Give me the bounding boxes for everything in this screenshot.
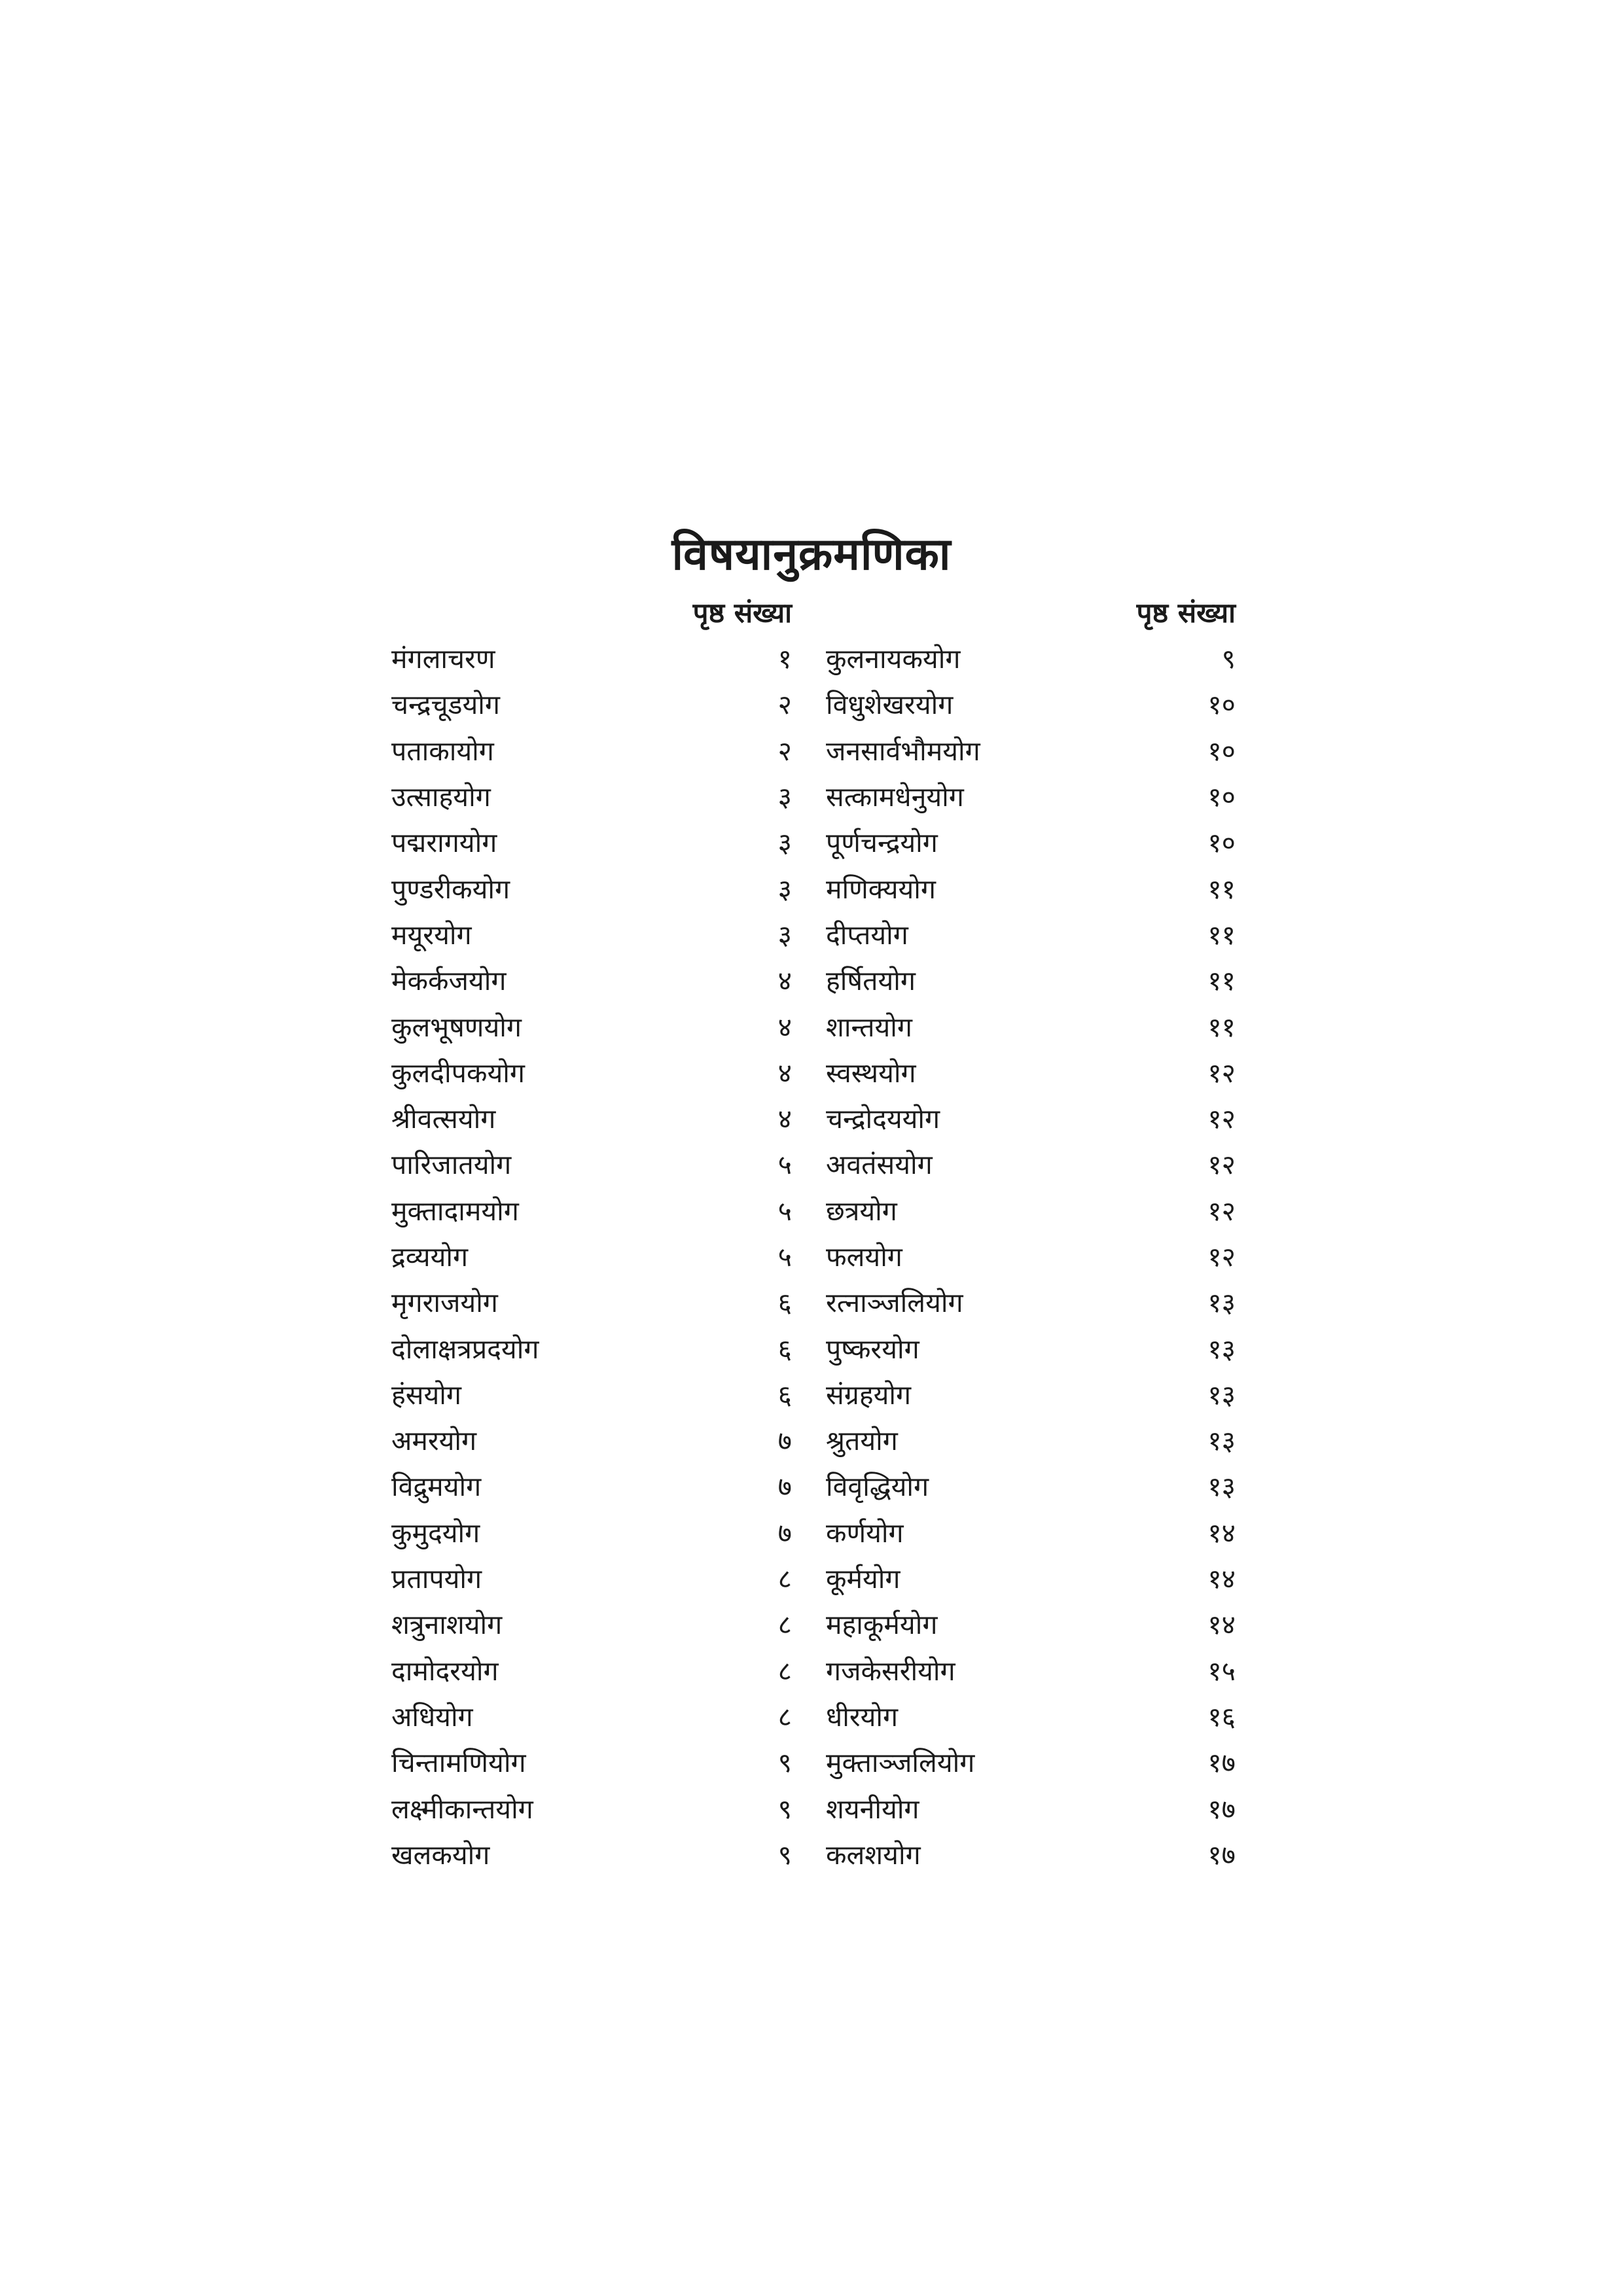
toc-entry-page-number: १२ (1207, 1195, 1236, 1227)
toc-entry-page-number: १२ (1207, 1103, 1236, 1135)
toc-entry-title: मुक्तादामयोग (391, 1195, 519, 1227)
toc-entry-title: सत्कामधेनुयोग (826, 781, 964, 813)
toc-entry (391, 1832, 792, 1878)
toc-entry (826, 1740, 1236, 1786)
toc-entry-page-number: ११ (1207, 919, 1236, 951)
toc-entry-page-number: ७ (777, 1425, 792, 1457)
toc-entry (826, 912, 1236, 958)
toc-entry-title: अमरयोग (391, 1425, 477, 1457)
toc-entry-title: दामोदरयोग (391, 1655, 499, 1687)
toc-entry-page-number: १४ (1207, 1517, 1236, 1549)
page-number-header-right: पृष्ठ संख्या (1136, 597, 1236, 629)
toc-entry-page-number: ५ (777, 1149, 792, 1181)
toc-entry-title: संग्रहयोग (826, 1379, 912, 1411)
toc-entry (826, 774, 1236, 820)
toc-entry (391, 728, 792, 774)
toc-entry-title: शयनीयोग (826, 1793, 919, 1825)
toc-entry (391, 866, 792, 911)
toc-entry (391, 912, 792, 958)
toc-entry (826, 1142, 1236, 1188)
toc-entry-page-number: ६ (777, 1379, 792, 1411)
toc-entry (391, 1648, 792, 1694)
page-number-header-left: पृष्ठ संख्या (692, 597, 792, 629)
toc-entry-title: श्रुतयोग (826, 1425, 898, 1457)
toc-entry-title: मंगलाचरण (391, 643, 495, 675)
toc-entry (391, 1602, 792, 1648)
toc-entry-page-number: ५ (777, 1241, 792, 1273)
toc-entry (826, 820, 1236, 866)
toc-entry (391, 1326, 792, 1371)
toc-entry-title: चन्द्रचूडयोग (391, 689, 500, 721)
toc-entry-page-number: १५ (1207, 1655, 1236, 1687)
toc-entry-title: कुलभूषणयोग (391, 1011, 522, 1043)
toc-entry (391, 774, 792, 820)
toc-entry-page-number: ११ (1207, 965, 1236, 997)
toc-entry (826, 1234, 1236, 1280)
toc-entry-page-number: १६ (1207, 1701, 1236, 1733)
toc-entry-title: पुष्करयोग (826, 1333, 919, 1365)
toc-entry-page-number: ३ (777, 873, 792, 905)
toc-entry-title: स्वस्थयोग (826, 1057, 916, 1089)
toc-column-left (391, 590, 792, 1878)
toc-entry (826, 682, 1236, 728)
toc-entry (826, 1464, 1236, 1510)
toc-entry-title: अवतंसयोग (826, 1149, 933, 1181)
toc-entry-page-number: ९ (1221, 643, 1236, 675)
toc-entry-page-number: ४ (777, 1057, 792, 1089)
toc-entry (826, 1648, 1236, 1694)
toc-entry-title: छत्रयोग (826, 1195, 897, 1227)
toc-entry-page-number: ६ (777, 1287, 792, 1319)
toc-entry-page-number: १२ (1207, 1057, 1236, 1089)
toc-entry-page-number: ८ (777, 1655, 792, 1687)
toc-list-left (391, 636, 792, 1878)
toc-entry-title: धीरयोग (826, 1701, 899, 1733)
toc-entry (391, 636, 792, 682)
toc-entry (826, 1832, 1236, 1878)
toc-entry-page-number: ५ (777, 1195, 792, 1227)
toc-entry (391, 1786, 792, 1831)
toc-entry-title: मुक्ताञ्जलियोग (826, 1747, 975, 1779)
toc-entry-title: प्रतापयोग (391, 1563, 482, 1595)
toc-entry-page-number: ९ (777, 1793, 792, 1825)
toc-entry (826, 1050, 1236, 1096)
toc-entry-page-number: १३ (1207, 1287, 1236, 1319)
toc-entry-page-number: ३ (777, 781, 792, 813)
toc-entry (826, 1556, 1236, 1602)
toc-entry-page-number: १७ (1207, 1747, 1236, 1779)
toc-entry-title: कुलनायकयोग (826, 643, 961, 675)
toc-entry (391, 820, 792, 866)
toc-entry-page-number: ११ (1207, 873, 1236, 905)
toc-entry (826, 1004, 1236, 1050)
toc-entry (826, 636, 1236, 682)
toc-entry-page-number: ४ (777, 1103, 792, 1135)
toc-entry (391, 1280, 792, 1326)
toc-entry (826, 1510, 1236, 1556)
toc-entry-page-number: ९ (777, 1747, 792, 1779)
toc-column-right (826, 590, 1236, 1878)
toc-entry-page-number: १२ (1207, 1241, 1236, 1273)
toc-entry-page-number: ६ (777, 1333, 792, 1365)
toc-entry-title: विधुशेखरयोग (826, 689, 954, 721)
toc-entry-title: कलशयोग (826, 1839, 921, 1871)
toc-entry-page-number: १ (777, 643, 792, 675)
toc-entry-page-number: ८ (777, 1563, 792, 1595)
toc-entry-page-number: ७ (777, 1471, 792, 1503)
toc-entry-page-number: ९ (777, 1839, 792, 1871)
toc-entry-title: उत्साहयोग (391, 781, 491, 813)
toc-entry-page-number: ४ (777, 1011, 792, 1043)
toc-entry-page-number: १४ (1207, 1563, 1236, 1595)
toc-entry-page-number: १० (1207, 781, 1236, 813)
toc-entry-title: महाकूर्मयोग (826, 1609, 938, 1641)
toc-entry-page-number: १० (1207, 827, 1236, 859)
toc-entry-title: कूर्मयोग (826, 1563, 901, 1595)
toc-entry (391, 1142, 792, 1188)
toc-entry-title: फलयोग (826, 1241, 902, 1273)
toc-entry-title: पारिजातयोग (391, 1149, 512, 1181)
page-title: विषयानुक्रमणिका (671, 528, 952, 580)
toc-entry (826, 1694, 1236, 1740)
toc-entry (391, 1418, 792, 1464)
toc-entry-page-number: २ (777, 689, 792, 721)
toc-entry (826, 1372, 1236, 1418)
toc-entry-title: मेकर्कजयोग (391, 965, 507, 997)
toc-entry (826, 1418, 1236, 1464)
toc-entry (826, 866, 1236, 911)
toc-entry-page-number: १३ (1207, 1471, 1236, 1503)
toc-entry-page-number: ३ (777, 919, 792, 951)
toc-entry-title: पद्मरागयोग (391, 827, 497, 859)
toc-entry (391, 1004, 792, 1050)
toc-entry-title: विद्रुमयोग (391, 1471, 482, 1503)
toc-entry (391, 1694, 792, 1740)
toc-entry-title: कुमुदयोग (391, 1517, 480, 1549)
toc-entry (391, 682, 792, 728)
toc-entry-title: कुलदीपकयोग (391, 1057, 525, 1089)
toc-entry-page-number: ८ (777, 1609, 792, 1641)
toc-entry-title: मणिक्ययोग (826, 873, 936, 905)
toc-entry-title: हंसयोग (391, 1379, 461, 1411)
toc-entry-title: द्रव्ययोग (391, 1241, 469, 1273)
toc-entry-title: मयूरयोग (391, 919, 472, 951)
toc-entry-page-number: १४ (1207, 1609, 1236, 1641)
toc-entry (391, 1510, 792, 1556)
toc-entry (391, 1188, 792, 1234)
toc-entry (391, 958, 792, 1004)
toc-entry-title: कर्णयोग (826, 1517, 904, 1549)
toc-entry-page-number: ३ (777, 827, 792, 859)
toc-entry (826, 1188, 1236, 1234)
toc-entry-page-number: २ (777, 735, 792, 767)
toc-entry-title: रत्नाञ्जलियोग (826, 1287, 963, 1319)
toc-entry-title: विवृद्धियोग (826, 1471, 929, 1503)
toc-entry-title: शान्तयोग (826, 1011, 912, 1043)
toc-entry (826, 1280, 1236, 1326)
toc-entry (826, 1326, 1236, 1371)
toc-entry (391, 1556, 792, 1602)
toc-entry-page-number: १७ (1207, 1793, 1236, 1825)
toc-entry-title: दोलाक्षत्रप्रदयोग (391, 1333, 539, 1365)
toc-entry-title: श्रीवत्सयोग (391, 1103, 496, 1135)
toc-entry (826, 1096, 1236, 1142)
toc-entry-page-number: ८ (777, 1701, 792, 1733)
toc-entry (391, 1740, 792, 1786)
toc-entry-title: दीप्तयोग (826, 919, 908, 951)
toc-entry-page-number: १३ (1207, 1379, 1236, 1411)
toc-entry-page-number: १७ (1207, 1839, 1236, 1871)
toc-entry-page-number: १० (1207, 689, 1236, 721)
toc-entry (391, 1234, 792, 1280)
toc-entry-title: हर्षितयोग (826, 965, 916, 997)
toc-entry (826, 1786, 1236, 1831)
toc-entry-title: चन्द्रोदययोग (826, 1103, 940, 1135)
toc-entry (826, 728, 1236, 774)
toc-entry-page-number: १३ (1207, 1333, 1236, 1365)
toc-entry-title: खलकयोग (391, 1839, 490, 1871)
toc-entry-title: पताकायोग (391, 735, 494, 767)
toc-entry-title: पूर्णचन्द्रयोग (826, 827, 938, 859)
toc-entry-title: गजकेसरीयोग (826, 1655, 955, 1687)
toc-entry-title: पुण्डरीकयोग (391, 873, 510, 905)
toc-entry-page-number: १२ (1207, 1149, 1236, 1181)
toc-entry (391, 1372, 792, 1418)
toc-entry-title: शत्रुनाशयोग (391, 1609, 503, 1641)
toc-entry-title: चिन्तामणियोग (391, 1747, 526, 1779)
toc-entry-title: अधियोग (391, 1701, 473, 1733)
toc-entry-page-number: १३ (1207, 1425, 1236, 1457)
toc-entry (826, 1602, 1236, 1648)
toc-entry (391, 1464, 792, 1510)
toc-entry-page-number: ७ (777, 1517, 792, 1549)
toc-entry-title: जनसार्वभौमयोग (826, 735, 980, 767)
toc-entry-page-number: १० (1207, 735, 1236, 767)
toc-list-right (826, 636, 1236, 1878)
toc-entry (391, 1096, 792, 1142)
toc-entry (391, 1050, 792, 1096)
toc-entry-title: लक्ष्मीकान्तयोग (391, 1793, 533, 1825)
toc-entry-page-number: ४ (777, 965, 792, 997)
toc-entry (826, 958, 1236, 1004)
toc-entry-page-number: ११ (1207, 1011, 1236, 1043)
toc-entry-title: मृगराजयोग (391, 1287, 498, 1319)
